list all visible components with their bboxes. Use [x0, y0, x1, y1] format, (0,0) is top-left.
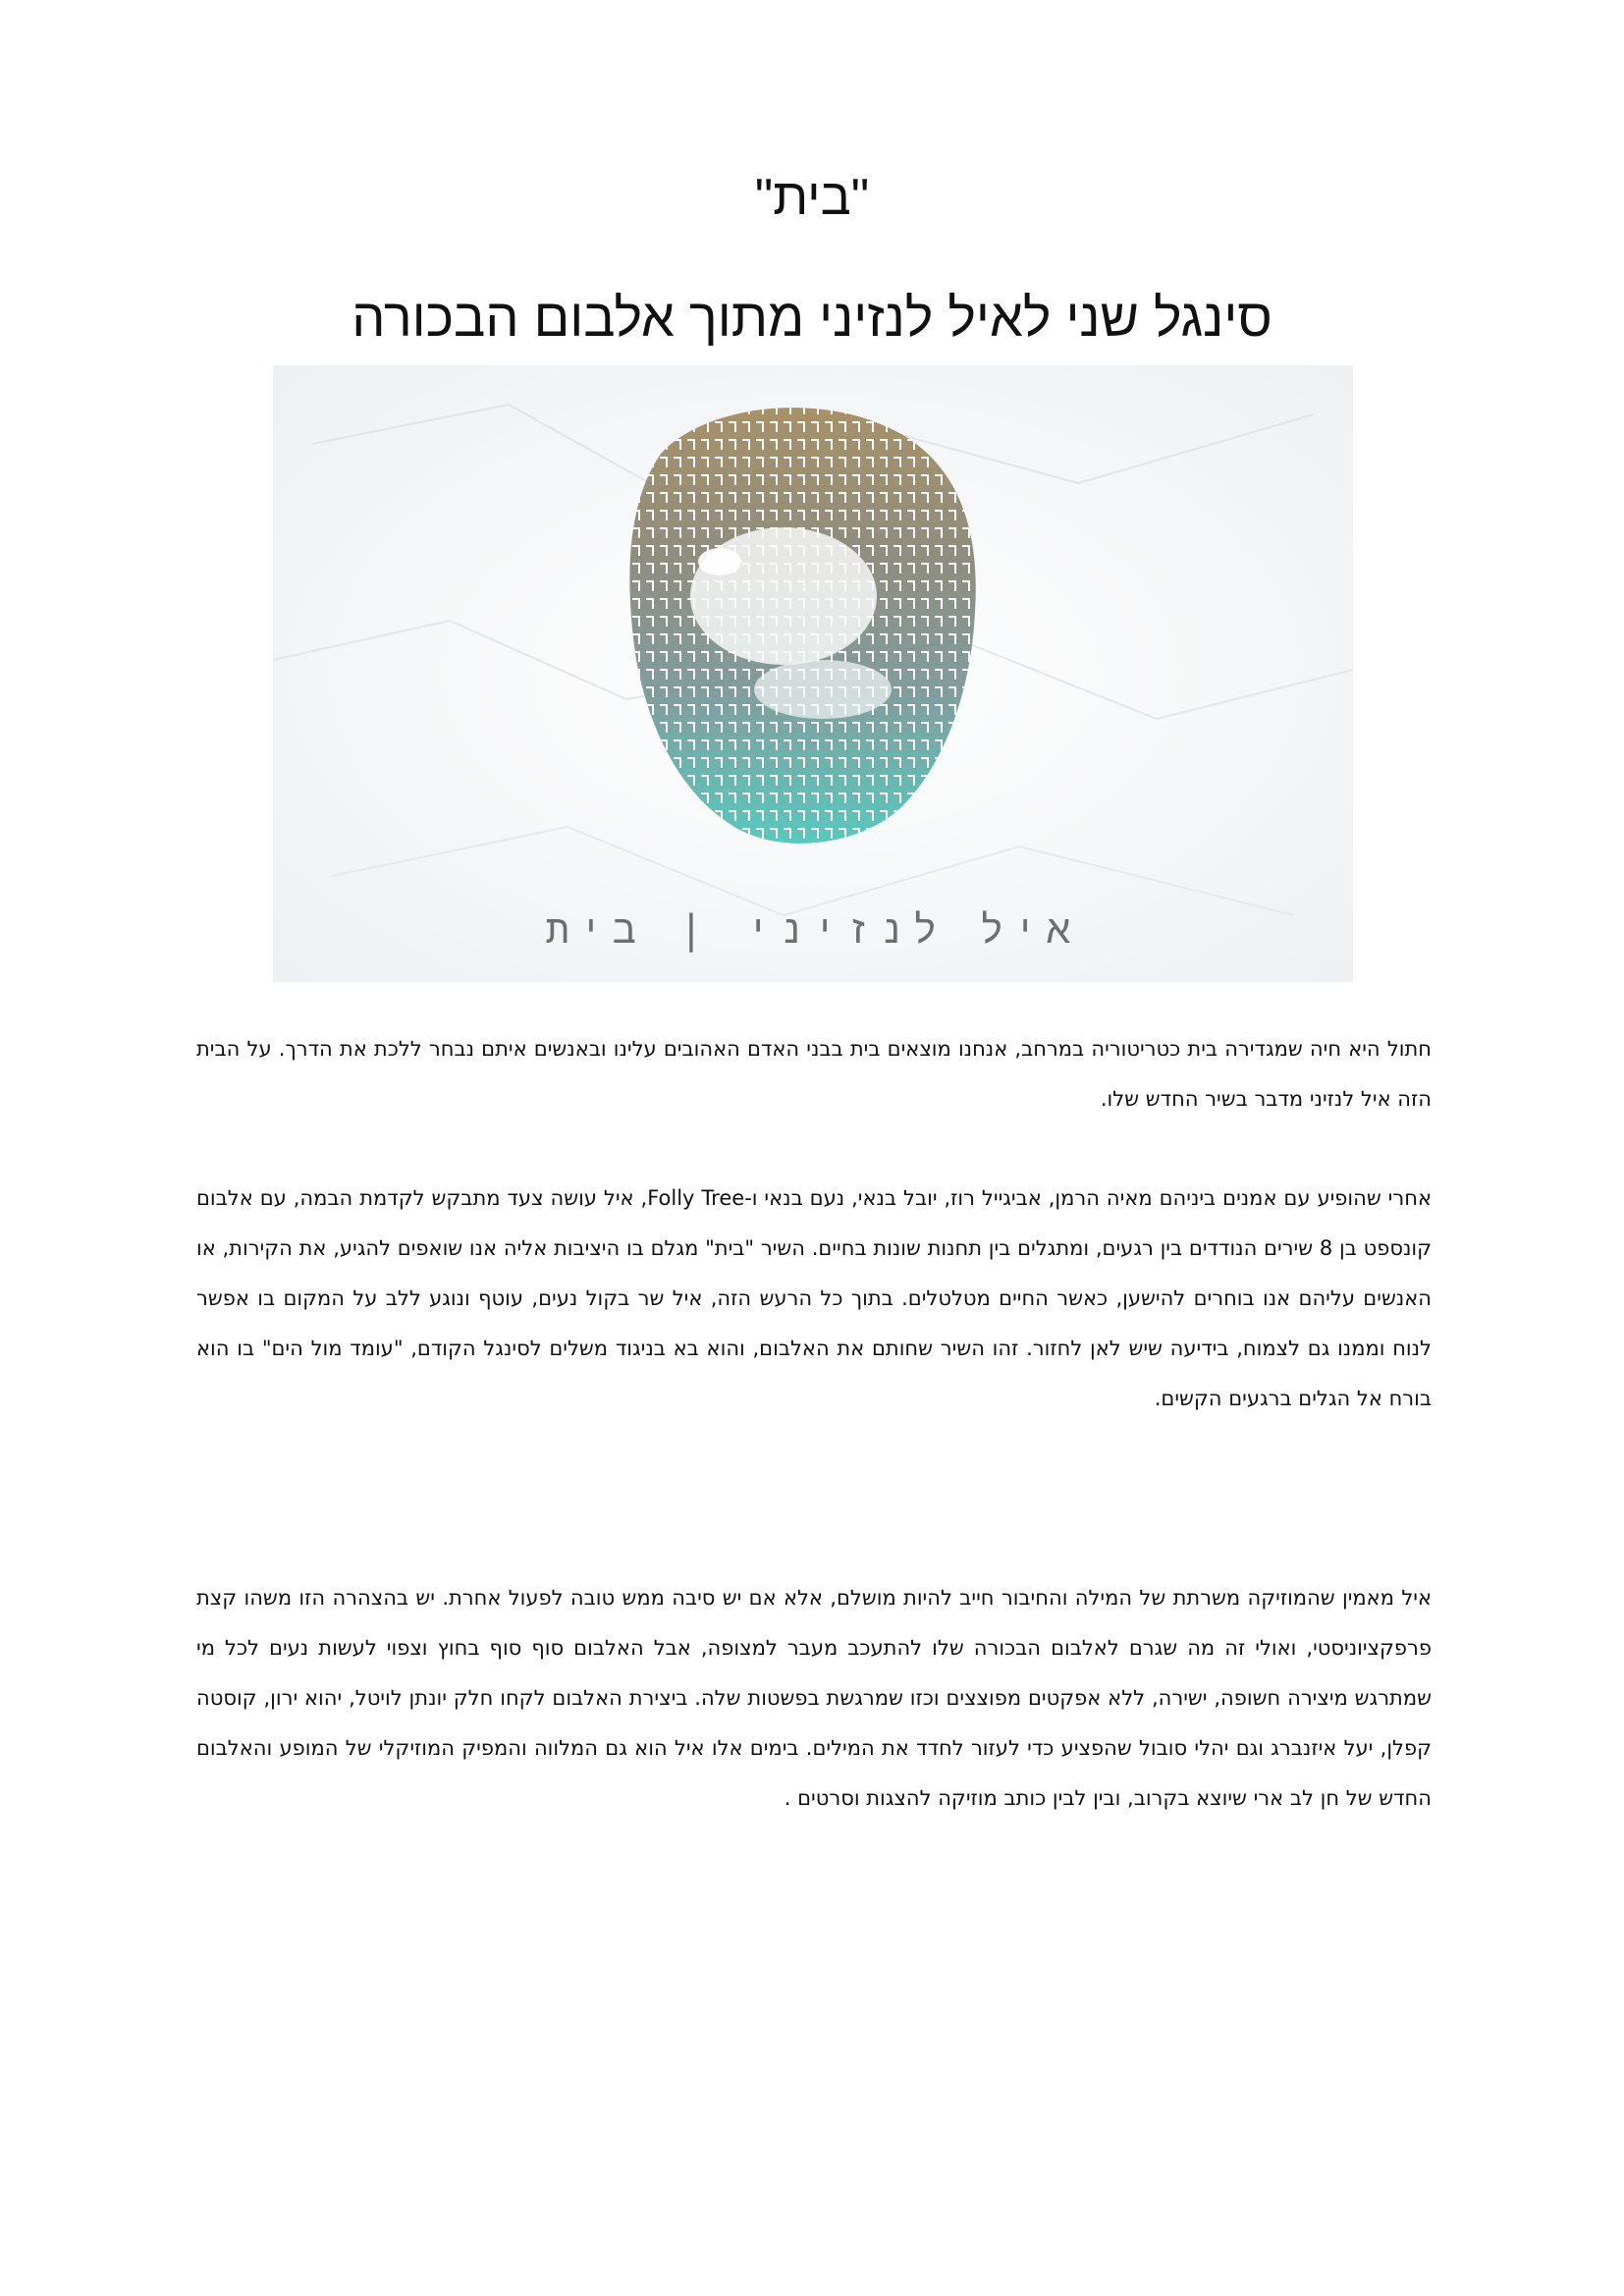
- body-paragraph-1: חתול היא חיה שמגדירה בית כטריטוריה במרחב, אנחנו מוצאים בית בבני האדם האהובים עלינו ובאנשים איתם נבחר ללכת את הדרך. על הבית הזה איל לנזיני מדבר בשיר החדש שלו.: [196, 1037, 1432, 1111]
- album-cover-image: [273, 365, 1353, 982]
- body-paragraph-2: אחרי שהופיע עם אמנים ביניהם מאיה הרמן, אביגייל רוז, יובל בנאי, נעם בנאי ו-Folly Tree, איל עושה צעד מתבקש לקדמת הבמה, עם אלבום קונספט בן 8 שירים הנודדים בין רגעים, ומתגלים בין תחנות שונות בחיים. השיר "בית" מגלם בו היציבות אליה אנו שואפים להגיע, את הקירות, או האנשים עליהם אנו בוחרים להישען, כאשר החיים מטלטלים. בתוך כל הרעש הזה, איל שר בקול נעים, עוטף ונוגע ללב על המקום בו אפשר לנוח וממנו גם לצמוח, בידיעה שיש לאן לחזור. זהו השיר שחותם את האלבום, והוא בא בניגוד משלים לסינגל הקודם, "עומד מול הים" בו הוא בורח אל הגלים ברגעים הקשים.: [196, 1186, 1432, 1410]
- page-title: "בית": [754, 169, 870, 226]
- portrait-illustration: [273, 365, 1353, 982]
- album-cover-caption: איל לנזיני | בית: [545, 907, 1081, 953]
- page-subtitle: סינגל שני לאיל לנזיני מתוך אלבום הבכורה: [352, 289, 1272, 348]
- body-paragraph-3: איל מאמין שהמוזיקה משרתת של המילה והחיבור חייב להיות מושלם, אלא אם יש סיבה ממש טובה לפעול אחרת. יש בהצהרה הזו משהו קצת פרפקציוניסטי, ואולי זה מה שגרם לאלבום הבכורה שלו להתעכב מעבר למצופה, אבל האלבום סוף סוף בחוץ וצפוי לעשות נעים לכל מי שמתרגש מיצירה חשופה, ישירה, ללא אפקטים מפוצצים וכזו שמרגשת בפשטות שלה. ביצירת האלבום לקחו חלק יונתן לויטל, יהוא ירון, קוסטה קפלן, יעל איזנברג וגם יהלי סובול שהפציע כדי לעזור לחדד את המילים. בימים אלו איל הוא גם המלווה והמפיק המוזיקלי של המופע והאלבום החדש של חן לב ארי שיוצא בקרוב, ובין לבין כותב מוזיקה להצגות וסרטים .: [196, 1586, 1432, 1810]
